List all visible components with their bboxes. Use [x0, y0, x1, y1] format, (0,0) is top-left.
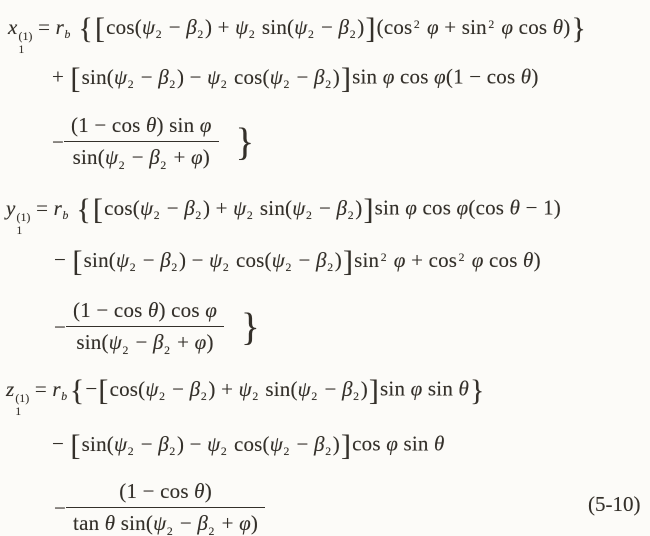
eq-x-line-1: x (1) 1 = $r_b$ {[$\cos(\psi_2 - \beta_2) + \psi_2$ $\sin(\psi_2 - \beta_2)](\cos$ $^2$ φ + sin $^2$ φ cos θ)}: [8, 12, 586, 56]
eq-z-line-1: z (1) 1 = $r_b\{-[\cos(\psi_2 - \beta_2) + \psi_2$ $\sin(\psi_2 - \beta_2)]\sin$ φ sin θ}: [6, 374, 485, 418]
eq-z-line-2: − [$\sin(\psi_2 - \beta_2) - \psi_2$ $\cos(\psi_2 - \beta_2)]\cos$ φ sin θ: [52, 429, 445, 462]
eq-x-line-2: + [$\sin(\psi_2 - \beta_2) - \psi_2$ $\cos(\psi_2 - \beta_2)]\sin$ φ cos φ(1 − cos θ): [52, 62, 539, 95]
eq-x-line-3: − $\frac{\text{(1 − cos θ) sin φ}}{\sin(\psi_2 - \beta_2 + \varphi)}$ }: [52, 113, 255, 172]
eq-y-line-3: − $\frac{\text{(1 − cos θ) cos φ}}{\sin(\psi_2 - \beta_2 + \varphi)}$ }: [54, 298, 260, 357]
eq-y-line-2: − [$\sin(\psi_2 - \beta_2) - \psi_2$ $\cos(\psi_2 - \beta_2)]\sin$ $^2$ φ + cos $^2$ φ cos θ): [54, 245, 541, 278]
eq-z-line-3: − $\frac{\text{(1 − cos θ)}}{\tan \theta \sin(\psi_2 - \beta_2 + \varphi)}$: [54, 478, 265, 536]
eq-y-line-1: y (1) 1 = $r_b$ {[$\cos(\psi_2 - \beta_2) + \psi_2$ $\sin(\psi_2 - \beta_2)]\sin$ φ cos φ(cos θ − 1): [6, 193, 561, 237]
equation-number: (5-10): [588, 492, 641, 516]
